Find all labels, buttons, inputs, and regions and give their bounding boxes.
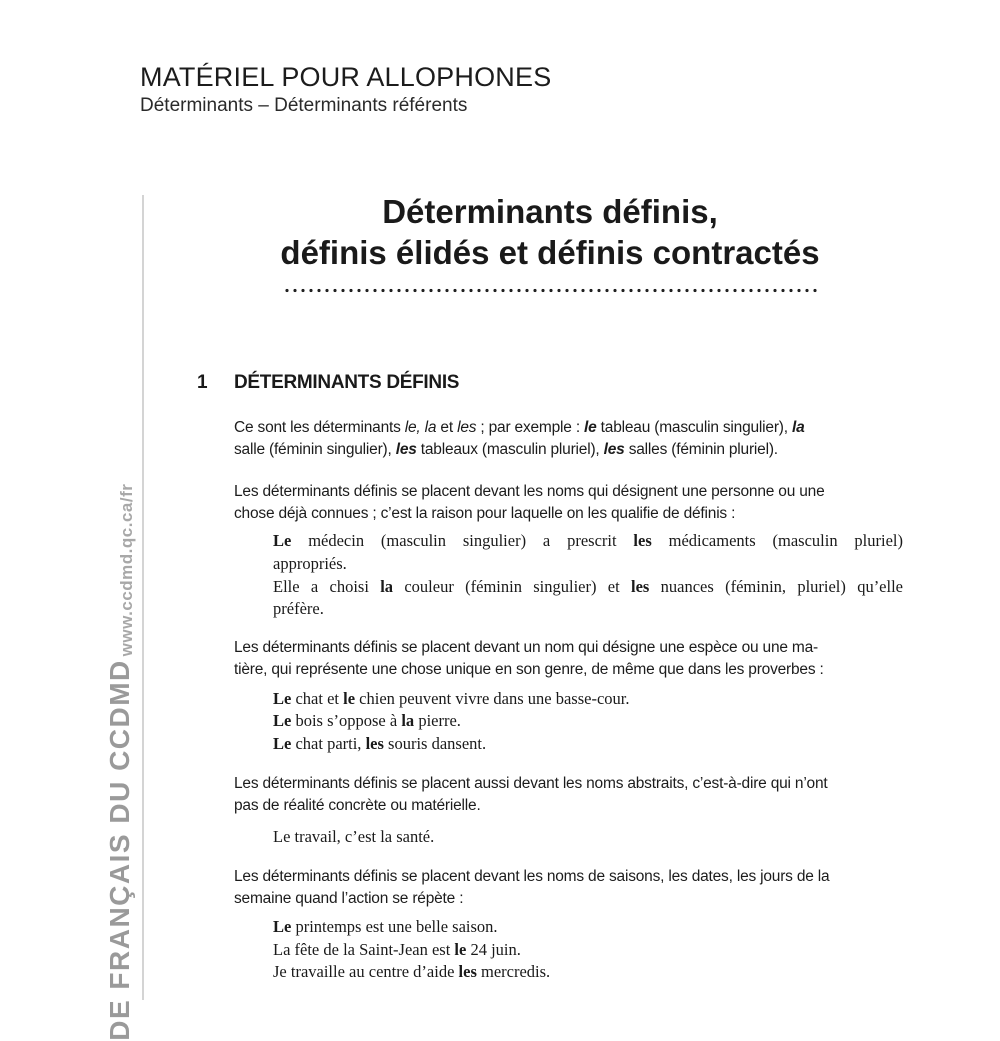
example-2-line-1: Le médecin (masculin singulier) a prescrit les médicaments (masculin pluriel) bbox=[273, 531, 903, 550]
paragraph-3-line-1: Les déterminants définis se placent devant un nom qui désigne une espèce ou une ma- bbox=[234, 639, 818, 656]
sidebar-url: www.ccdmd.qc.ca/fr bbox=[117, 483, 136, 657]
example-4-line-1: Le travail, c’est la santé. bbox=[273, 827, 435, 846]
title-dotted-rule bbox=[283, 288, 818, 293]
sidebar-brand: DE FRANÇAIS DU CCDMD bbox=[104, 659, 135, 1041]
example-2-line-3: Elle a choisi la couleur (féminin singulier) et les nuances (féminin, pluriel) qu’elle bbox=[273, 577, 903, 596]
paragraph-3-line-2: tière, qui représente une chose unique en son genre, de même que dans les proverbes : bbox=[234, 661, 824, 678]
paragraph-1-line-1: Ce sont les déterminants le, la et les ; par exemple : le tableau (masculin singulier), la bbox=[234, 419, 805, 436]
example-3-line-1: Le chat et le chien peuvent vivre dans une basse-cour. bbox=[273, 689, 630, 708]
document-title-line1: Déterminants définis, bbox=[382, 193, 718, 230]
section-heading: DÉTERMINANTS DÉFINIS bbox=[234, 372, 460, 393]
example-5-line-3: Je travaille au centre d’aide les mercredis. bbox=[273, 962, 551, 981]
paragraph-1-line-2: salle (féminin singulier), les tableaux (masculin pluriel), les salles (féminin pluriel). bbox=[234, 441, 778, 458]
section-number: 1 bbox=[197, 372, 208, 393]
paragraph-2-line-2: chose déjà connues ; c’est la raison pour laquelle on les qualifie de définis : bbox=[234, 505, 736, 522]
example-2-line-4: préfère. bbox=[273, 599, 324, 618]
example-3-line-3: Le chat parti, les souris dansent. bbox=[273, 734, 487, 753]
example-3-line-2: Le bois s’oppose à la pierre. bbox=[273, 711, 461, 730]
example-5-line-2: La fête de la Saint-Jean est le 24 juin. bbox=[273, 940, 521, 959]
paragraph-4-line-1: Les déterminants définis se placent aussi devant les noms abstraits, c’est-à-dire qui n’ont bbox=[234, 775, 828, 792]
paragraph-5-line-1: Les déterminants définis se placent devant les noms de saisons, les dates, les jours de la bbox=[234, 868, 830, 885]
header-subtitle: Déterminants – Déterminants référents bbox=[140, 95, 468, 116]
header-title: MATÉRIEL POUR ALLOPHONES bbox=[140, 62, 552, 92]
paragraph-4-line-2: pas de réalité concrète ou matérielle. bbox=[234, 797, 481, 814]
example-2-line-2: appropriés. bbox=[273, 554, 347, 573]
document-title-line2: définis élidés et définis contractés bbox=[280, 234, 820, 271]
margin-rule bbox=[142, 195, 144, 1000]
paragraph-2-line-1: Les déterminants définis se placent devant les noms qui désignent une personne ou une bbox=[234, 483, 825, 500]
paragraph-5-line-2: semaine quand l’action se répète : bbox=[234, 890, 464, 907]
example-5-line-1: Le printemps est une belle saison. bbox=[273, 917, 498, 936]
